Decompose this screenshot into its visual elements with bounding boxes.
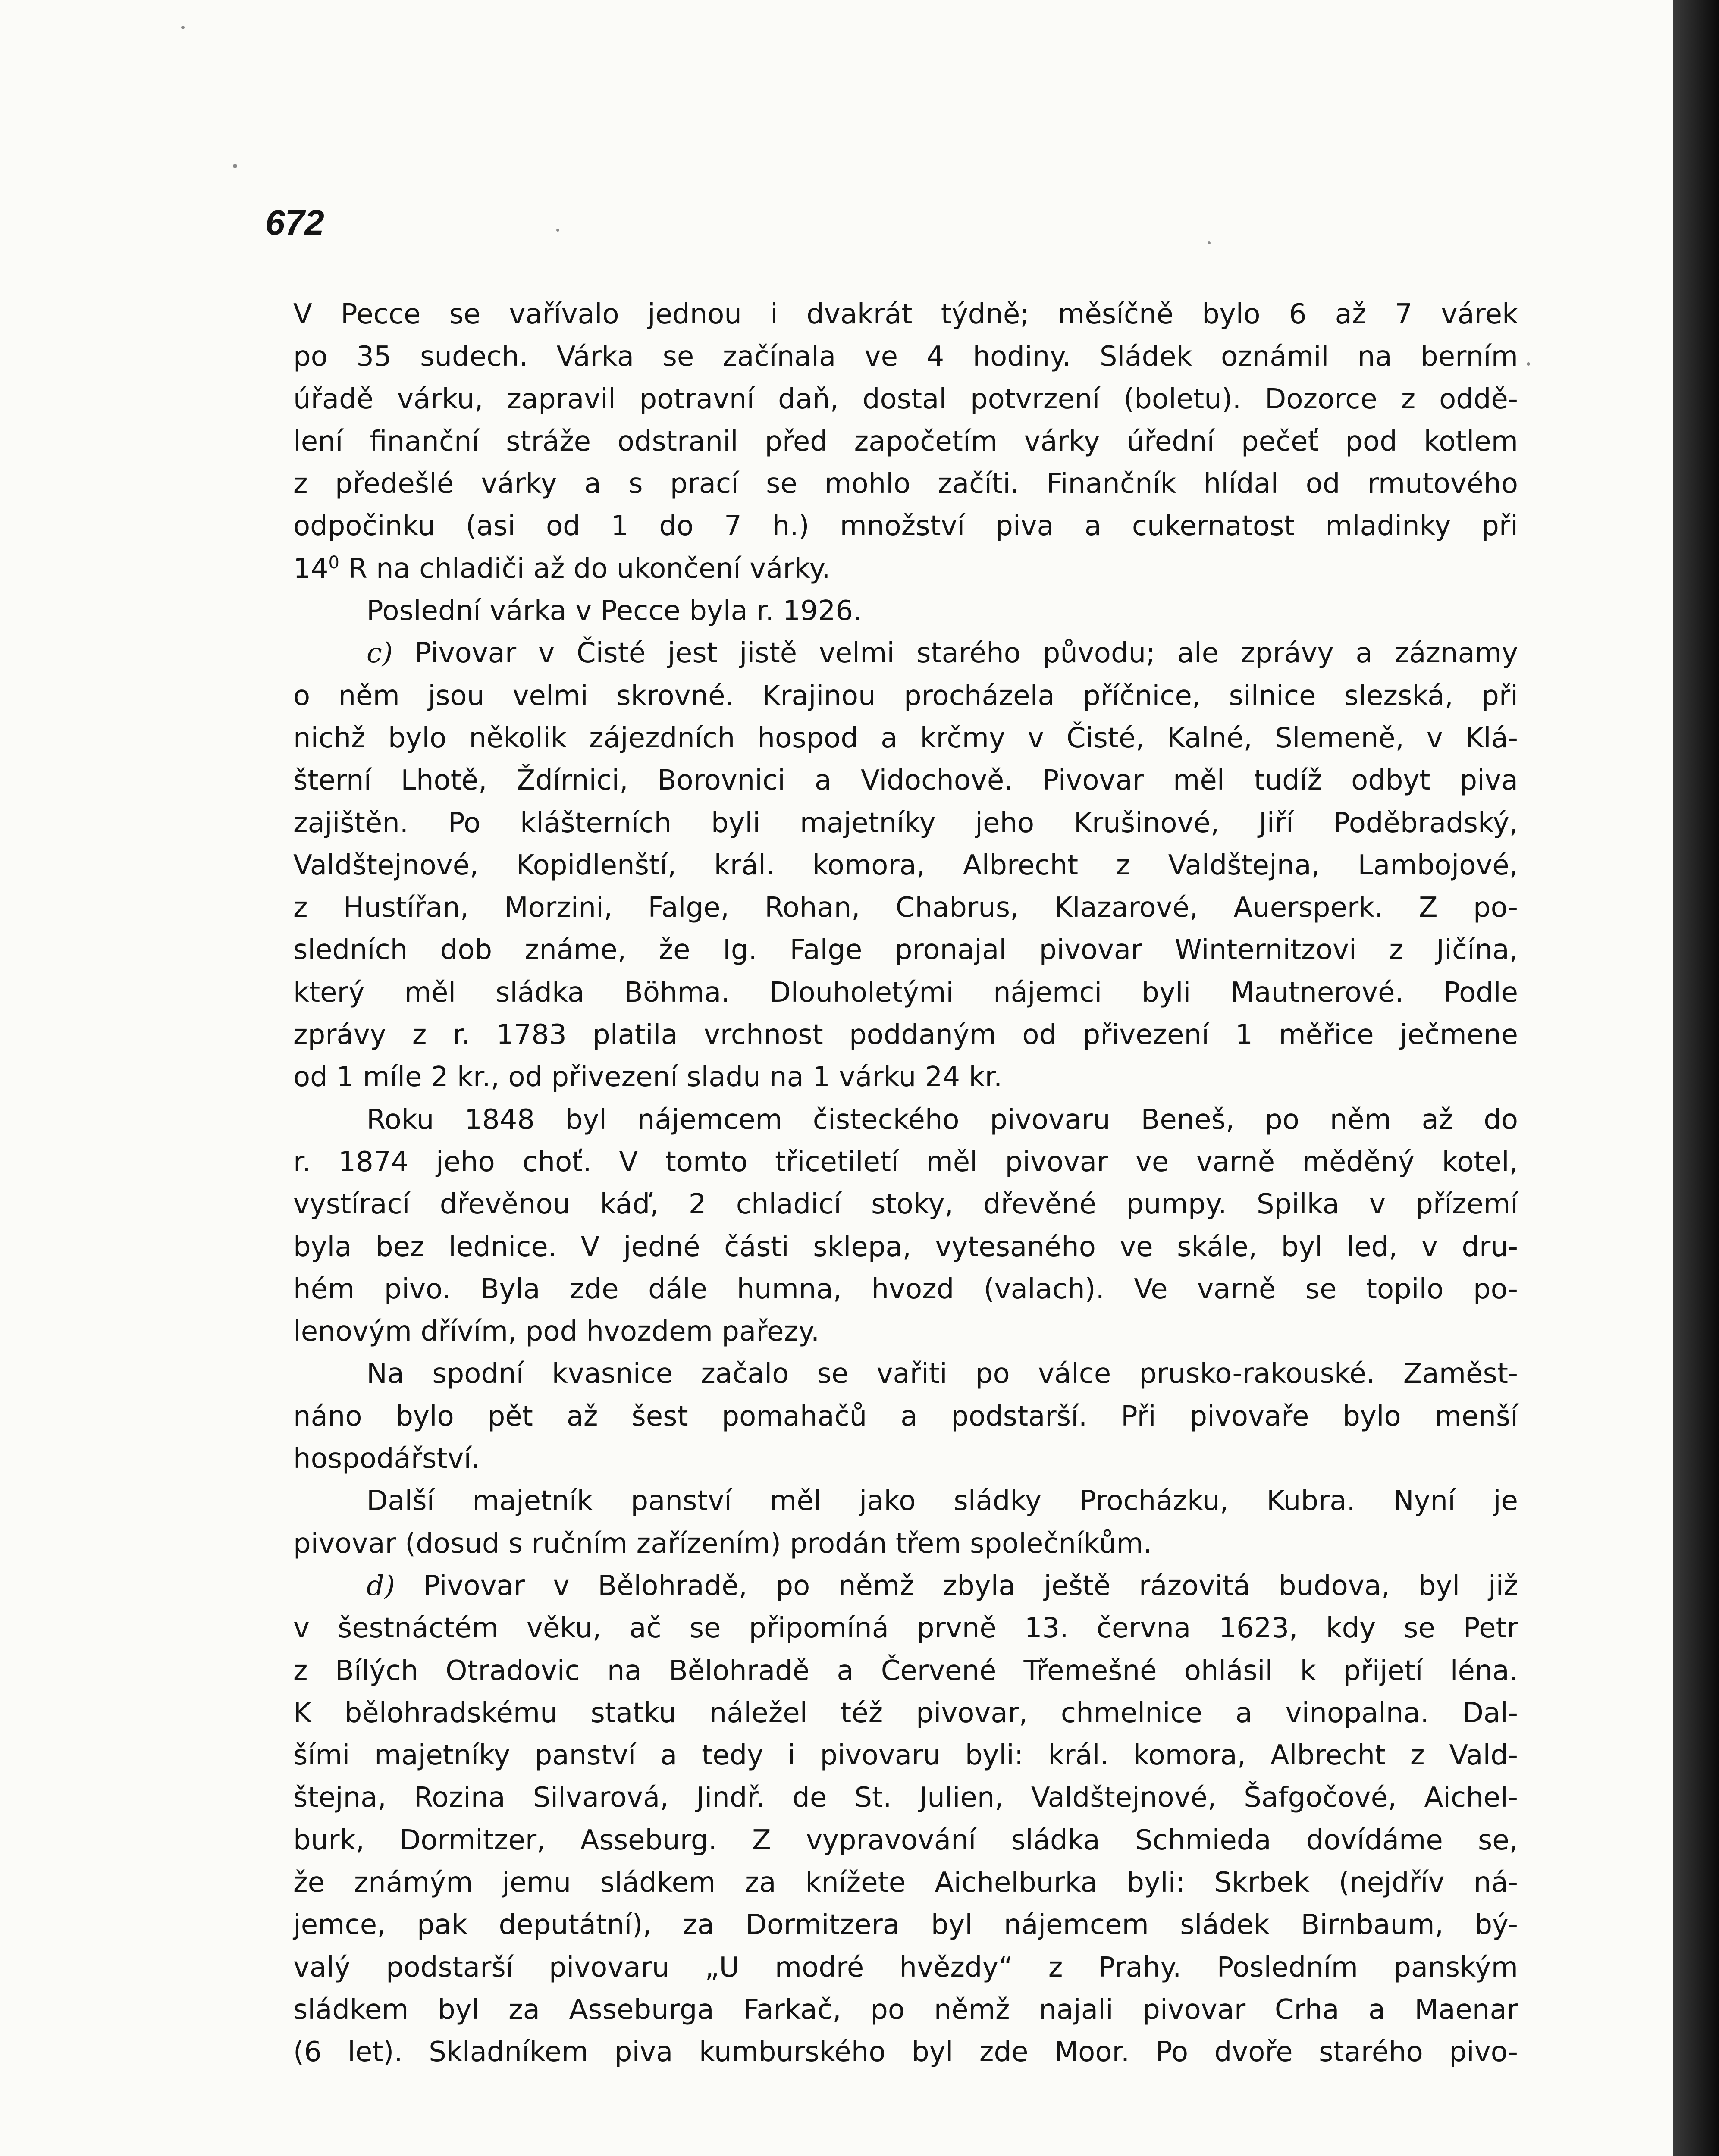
section-label-c: c) xyxy=(367,637,393,670)
text-line-section-d xyxy=(293,1565,1518,1607)
text-line-section-c xyxy=(293,632,1518,674)
text-line: odpočinku (asi od 1 do 7 h.) množství piva a cukernatost mladinky při xyxy=(293,510,1518,542)
degree-mark: 0 xyxy=(328,552,339,573)
section-label-d: d) xyxy=(367,1570,395,1602)
text-line: pivovar (dosud s ručním zařízením) prodán třem společníkům. xyxy=(293,1527,1152,1560)
body-text xyxy=(293,293,1518,2073)
paper-speck xyxy=(181,26,185,29)
text-line: Pivovar v Bělohradě, po němž zbyla ještě rázovitá budova, byl již xyxy=(423,1570,1518,1602)
text-line: z předešlé várky a s prací se mohlo začíti. Finančník hlídal od rmutového xyxy=(293,468,1518,500)
text-line: který měl sládka Böhma. Dlouholetými nájemci byli Mautnerové. Podle xyxy=(293,976,1518,1009)
text-line: sládkem byl za Asseburga Farkač, po němž najali pivovar Crha a Maenar xyxy=(293,1993,1518,2026)
text-line: K bělohradskému statku náležel též pivovar, chmelnice a vinopalna. Dal- xyxy=(293,1697,1518,1729)
text-line: Roku 1848 byl nájemcem čisteckého pivovaru Beneš, po něm až do xyxy=(367,1103,1518,1136)
text-line: že známým jemu sládkem za knížete Aichelburka byli: Skrbek (nejdřív ná- xyxy=(293,1866,1518,1899)
text-line: burk, Dormitzer, Asseburg. Z vypravování sládka Schmieda dovídáme se, xyxy=(293,1824,1518,1856)
text-line: šterní Lhotě, Ždírnici, Borovnici a Vidochově. Pivovar měl tudíž odbyt piva xyxy=(293,765,1518,797)
temperature-unit: R xyxy=(348,552,367,585)
paper-speck xyxy=(1208,241,1211,244)
text-line: hém pivo. Byla zde dále humna, hvozd (valach). Ve varně se topilo po- xyxy=(293,1273,1518,1305)
text-line: nichž bylo několik zájezdních hospod a krčmy v Čisté, Kalné, Slemeně, v Klá- xyxy=(293,722,1518,754)
text-line: o něm jsou velmi skrovné. Krajinou procházela příčnice, silnice slezská, při xyxy=(293,680,1518,712)
text-line: V Pecce se vařívalo jednou i dvakrát týdně; měsíčně bylo 6 až 7 várek xyxy=(293,298,1518,330)
temperature-value: 14 xyxy=(293,552,329,585)
page-number: 672 xyxy=(265,203,324,242)
text-line-temperature xyxy=(293,548,1518,590)
text-line: jemce, pak deputátní), za Dormitzera byl nájemcem sládek Birnbaum, bý- xyxy=(293,1909,1518,1941)
text-line: r. 1874 jeho choť. V tomto třicetiletí měl pivovar ve varně měděný kotel, xyxy=(293,1146,1518,1178)
text-line: byla bez lednice. V jedné části sklepa, vytesaného ve skále, byl led, v dru- xyxy=(293,1231,1518,1263)
text-line: Další majetník panství měl jako sládky Procházku, Kubra. Nyní je xyxy=(367,1485,1518,1517)
text-line: lení finanční stráže odstranil před započetím várky úřední pečeť pod kotlem xyxy=(293,425,1518,458)
text-line: štejna, Rozina Silvarová, Jindř. de St. Julien, Valdštejnové, Šafgočové, Aichel- xyxy=(293,1782,1518,1814)
text-line: Pivovar v Čisté jest jistě velmi starého původu; ale zprávy a záznamy xyxy=(414,637,1518,670)
paper-speck xyxy=(1527,362,1530,366)
paper-speck xyxy=(233,164,237,168)
scan-edge xyxy=(1673,0,1719,2156)
text-line: šími majetníky panství a tedy i pivovaru byli: král. komora, Albrecht z Vald- xyxy=(293,1739,1518,1772)
text-line: zajištěn. Po klášterních byli majetníky jeho Krušinové, Jiří Poděbradský, xyxy=(293,807,1518,839)
text-line: zprávy z r. 1783 platila vrchnost poddaným od přivezení 1 měřice ječmene xyxy=(293,1019,1518,1051)
text-line: z Hustířan, Morzini, Falge, Rohan, Chabrus, Klazarové, Auersperk. Z po- xyxy=(293,892,1518,924)
text-line: na chladiči až do ukončení várky. xyxy=(376,552,831,585)
text-line: po 35 sudech. Várka se začínala ve 4 hodiny. Sládek oznámil na berním xyxy=(293,341,1518,373)
text-line: (6 let). Skladníkem piva kumburského byl zde Moor. Po dvoře starého pivo- xyxy=(293,2036,1518,2068)
text-line: vystírací dřevěnou káď, 2 chladicí stoky, dřevěné pumpy. Spilka v přízemí xyxy=(293,1188,1518,1221)
text-line: v šestnáctém věku, ač se připomíná prvně 13. června 1623, kdy se Petr xyxy=(293,1612,1518,1645)
text-line: hospodářství. xyxy=(293,1443,480,1475)
paper-speck xyxy=(556,229,559,232)
text-line: úřadě várku, zapravil potravní daň, dostal potvrzení (boletu). Dozorce z oddě- xyxy=(293,383,1518,415)
text-line: lenovým dřívím, pod hvozdem pařezy. xyxy=(293,1316,820,1348)
text-line: z Bílých Otradovic na Bělohradě a Červené Třemešné ohlásil k přijetí léna. xyxy=(293,1655,1518,1687)
text-line: valý podstarší pivovaru „U modré hvězdy“ z Prahy. Posledním panským xyxy=(293,1951,1518,1984)
text-line: Poslední várka v Pecce byla r. 1926. xyxy=(367,595,862,627)
text-line: sledních dob známe, že Ig. Falge pronajal pivovar Winternitzovi z Jičína, xyxy=(293,934,1518,966)
text-line: Na spodní kvasnice začalo se vařiti po válce prusko-rakouské. Zaměst- xyxy=(367,1358,1518,1390)
text-line: od 1 míle 2 kr., od přivezení sladu na 1 várku 24 kr. xyxy=(293,1061,1003,1094)
text-line: náno bylo pět až šest pomahačů a podstarší. Při pivovaře bylo menší xyxy=(293,1400,1518,1432)
text-line: Valdštejnové, Kopidlenští, král. komora, Albrecht z Valdštejna, Lambojové, xyxy=(293,849,1518,881)
